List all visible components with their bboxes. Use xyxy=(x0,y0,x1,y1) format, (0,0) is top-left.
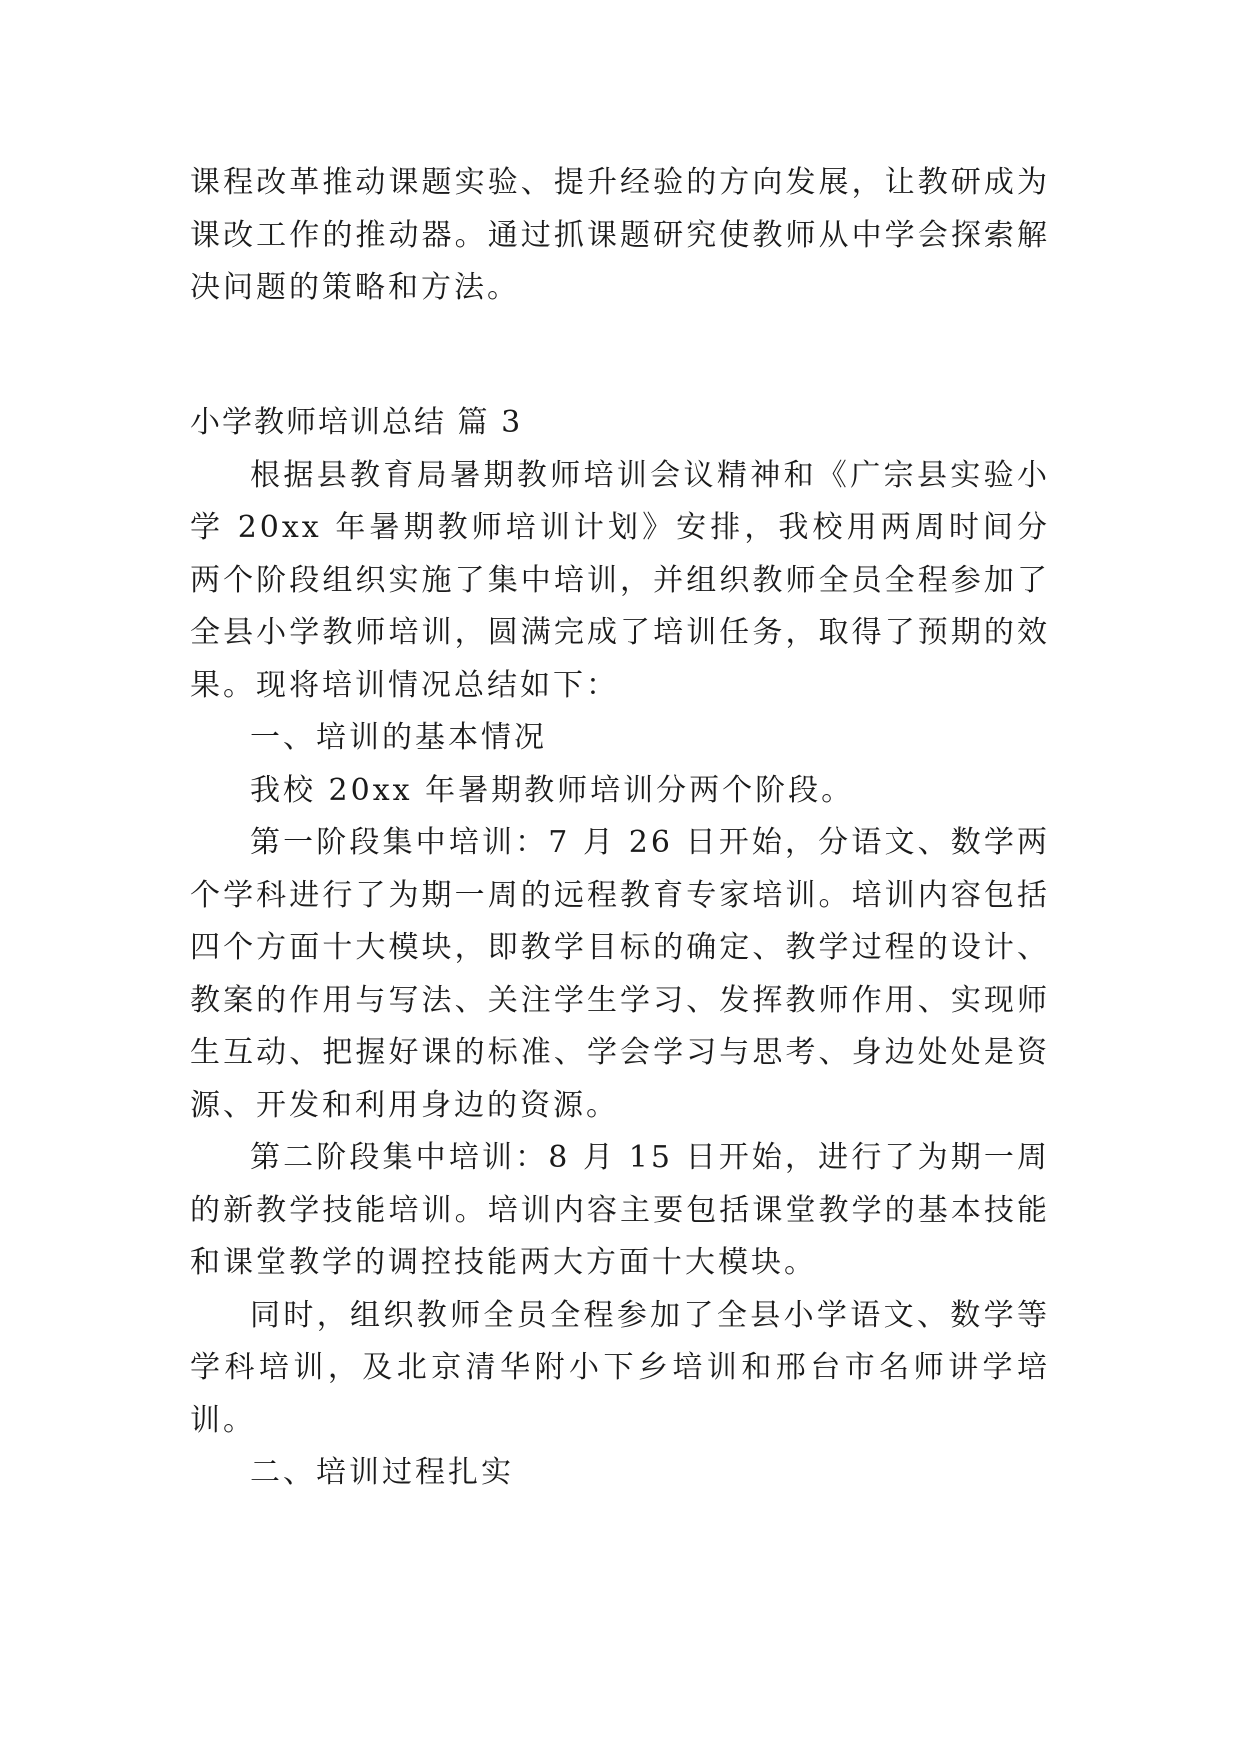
heading-basic-situation: 一、培训的基本情况 xyxy=(250,720,547,755)
section-3 xyxy=(190,397,1050,1500)
paragraph-county-training: 同时，组织教师全员全程参加了全县小学语文、数学等学科培训，及北京清华附小下乡培训和邢台市名师讲学培训。 xyxy=(190,1297,1050,1438)
paragraph-stage-one: 第一阶段集中培训：7 月 26 日开始，分语文、数学两个学科进行了为期一周的远程教育专家培训。培训内容包括四个方面十大模块，即教学目标的确定、教学过程的设计、教案的作用与写法、关注学生学习、发挥教师作用、实现师生互动、把握好课的标准、学会学习与思考、身边处处是资源、开发和利用身边的资源。 xyxy=(190,825,1050,1123)
intro-paragraph: 课程改革推动课题实验、提升经验的方向发展，让教研成为课改工作的推动器。通过抓课题研究使教师从中学会探索解决问题的策略和方法。 xyxy=(190,165,1050,305)
intro-section xyxy=(190,157,1050,315)
section-title: 小学教师培训总结 篇 3 xyxy=(190,405,523,440)
paragraph-stage-two: 第二阶段集中培训：8 月 15 日开始，进行了为期一周的新教学技能培训。培训内容主要包括课堂教学的基本技能和课堂教学的调控技能两大方面十大模块。 xyxy=(190,1140,1050,1280)
paragraph-background: 根据县教育局暑期教师培训会议精神和《广宗县实验小学 20xx 年暑期教师培训计划》安排，我校用两周时间分两个阶段组织实施了集中培训，并组织教师全员全程参加了全县小学教师培训，圆满完成了培训任务，取得了预期的效果。现将培训情况总结如下： xyxy=(190,457,1050,703)
heading-training-process: 二、培训过程扎实 xyxy=(250,1455,514,1490)
paragraph-two-stages: 我校 20xx 年暑期教师培训分两个阶段。 xyxy=(250,772,855,808)
